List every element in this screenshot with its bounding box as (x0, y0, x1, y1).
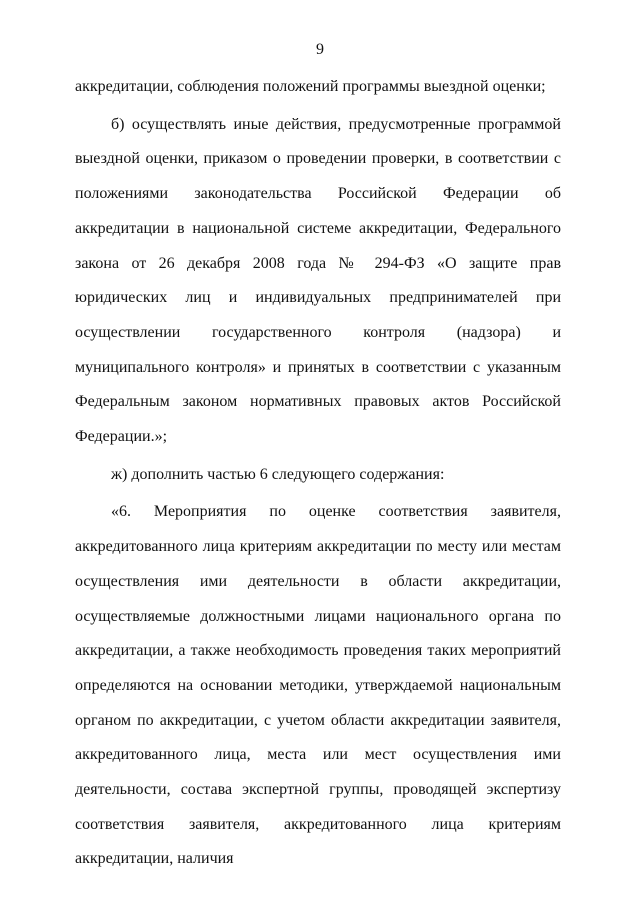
document-body (75, 70, 561, 877)
paragraph-part-6: «6. Мероприятия по оценке соответствия заявителя, аккредитованного лица критериям аккредитации по месту или местам осуществления ими деятельности в области аккредитации, осуществляемые должностными лицами национального органа по аккредитации, а также необходимость проведения таких мероприятий определяются на основании методики, утверждаемой национальным органом по аккредитации, с учетом области аккредитации заявителя, аккредитованного лица, места или мест осуществления ими деятельности, состава экспертной группы, проводящей экспертизу соответствия заявителя, аккредитованного лица критериям аккредитации, наличия (75, 503, 561, 868)
paragraph-item-b: б) осуществлять иные действия, предусмотренные программой выездной оценки, приказом о проведении проверки, в соответствии с положениями законодательства Российской Федерации об аккредитации в национальной системе аккредитации, Федерального закона от 26 декабря 2008 года № 294-ФЗ «О защите прав юридических лиц и индивидуальных предпринимателей при осуществлении государственного контроля (надзора) и муниципального контроля» и принятых в соответствии с указанным Федеральным законом нормативных правовых актов Российской Федерации.»; (75, 115, 561, 446)
page-number: 9 (316, 41, 324, 58)
paragraph-item-zh: ж) дополнить частью 6 следующего содержания: (111, 465, 445, 483)
paragraph-continuation: аккредитации, соблюдения положений программы выездной оценки; (75, 78, 546, 95)
